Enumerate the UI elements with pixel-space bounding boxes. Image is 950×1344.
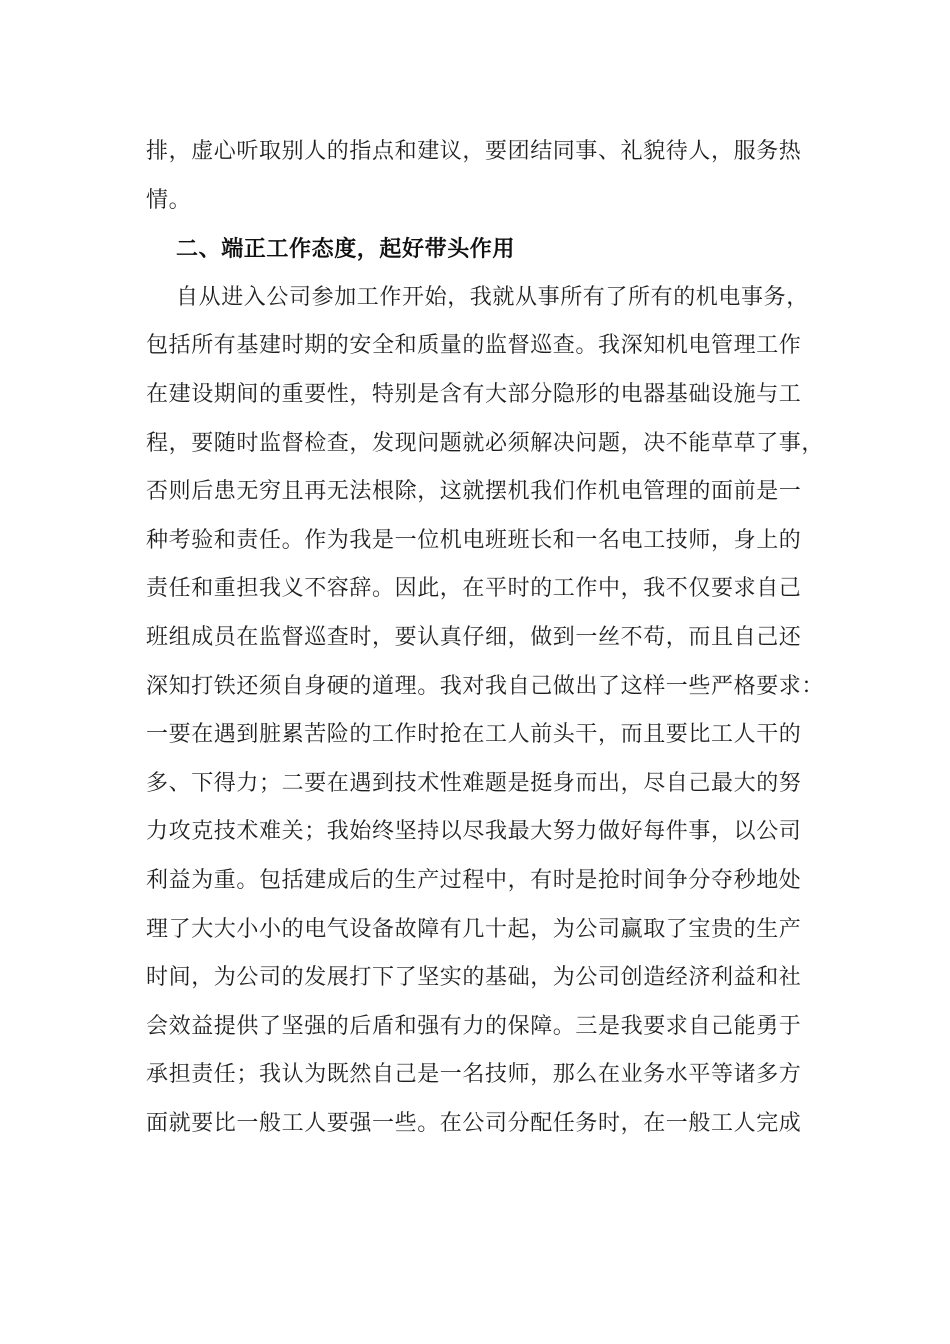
document-body [146, 128, 825, 1148]
paragraph-line: 情。 [146, 187, 192, 213]
paragraph-line: 自从进入公司参加工作开始，我就从事所有了所有的机电事务， [176, 284, 809, 310]
paragraph-line: 班组成员在监督巡查时，要认真仔细，做到一丝不苟，而且自己还 [146, 624, 802, 650]
paragraph-line: 承担责任；我认为既然自己是一名技师，那么在业务水平等诸多方 [146, 1062, 802, 1088]
paragraph-line: 多、下得力；二要在遇到技术性难题是挺身而出，尽自己最大的努 [146, 770, 802, 796]
paragraph-line: 种考验和责任。作为我是一位机电班班长和一名电工技师，身上的 [146, 527, 802, 553]
paragraph-line: 利益为重。包括建成后的生产过程中，有时是抢时间争分夺秒地处 [146, 867, 802, 893]
paragraph-line: 程，要随时监督检查，发现问题就必须解决问题，决不能草草了事， [146, 430, 825, 456]
paragraph-line: 力攻克技术难关；我始终坚持以尽我最大努力做好每件事，以公司 [146, 819, 802, 845]
paragraph-line: 面就要比一般工人要强一些。在公司分配任务时，在一般工人完成 [146, 1110, 802, 1136]
paragraph-line: 排，虚心听取别人的指点和建议，要团结同事、礼貌待人，服务热 [146, 139, 802, 164]
paragraph-line: 深知打铁还须自身硬的道理。我对我自己做出了这样一些严格要求： [146, 673, 825, 699]
paragraph-line: 否则后患无穷且再无法根除，这就摆机我们作机电管理的面前是一 [146, 479, 802, 505]
paragraph-line: 一要在遇到脏累苦险的工作时抢在工人前头干，而且要比工人干的 [146, 722, 802, 748]
paragraph-line: 责任和重担我义不容辞。因此，在平时的工作中，我不仅要求自己 [146, 576, 802, 602]
paragraph-line: 在建设期间的重要性，特别是含有大部分隐形的电器基础设施与工 [146, 381, 802, 407]
paragraph-line: 理了大大小小的电气设备故障有几十起，为公司赢取了宝贵的生产 [146, 916, 802, 942]
section-heading: 二、端正工作态度，起好带头作用 [176, 236, 516, 263]
paragraph-line: 包括所有基建时期的安全和质量的监督巡查。我深知机电管理工作 [146, 333, 802, 359]
paragraph-line: 时间，为公司的发展打下了坚实的基础，为公司创造经济利益和社 [146, 965, 802, 991]
paragraph-line: 会效益提供了坚强的后盾和强有力的保障。三是我要求自己能勇于 [146, 1013, 802, 1039]
